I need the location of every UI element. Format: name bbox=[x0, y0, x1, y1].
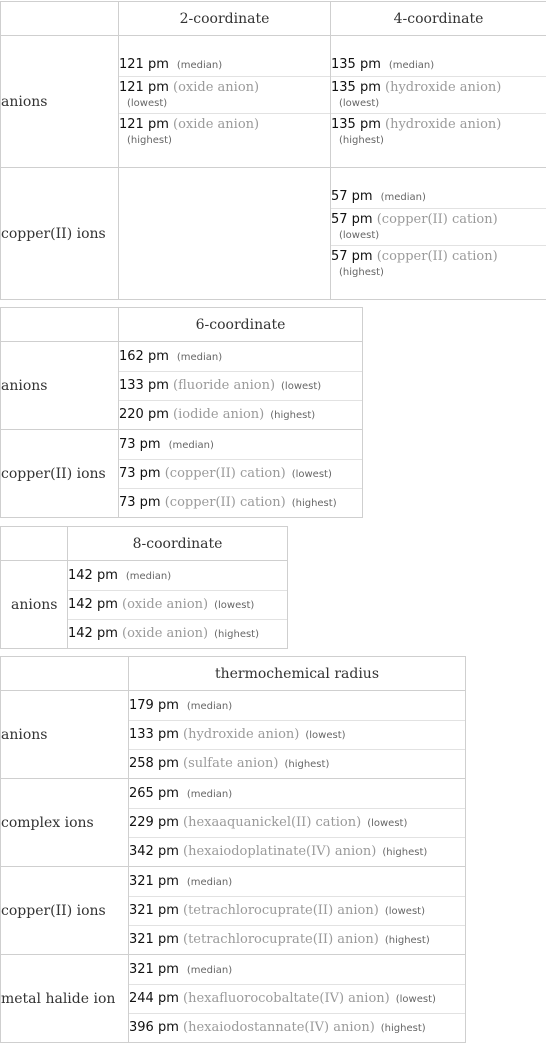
value-item bbox=[129, 1013, 465, 1042]
row-header: metal halide ion bbox=[1, 955, 129, 1043]
table-row bbox=[1, 342, 363, 430]
value-item bbox=[129, 956, 465, 984]
qualifier-text: (median) bbox=[168, 439, 214, 451]
value-item bbox=[129, 749, 465, 778]
column-header: 2-coordinate bbox=[119, 2, 331, 36]
qualifier-text: (lowest) bbox=[395, 993, 436, 1005]
corner-cell bbox=[1, 657, 129, 691]
value-text: 133 pm bbox=[119, 377, 169, 393]
source-text: (tetrachlorocuprate(II) anion) bbox=[183, 931, 379, 947]
header-row bbox=[1, 657, 466, 691]
qualifier-text: (highest) bbox=[380, 1022, 426, 1034]
qualifier-text: (lowest) bbox=[339, 229, 380, 241]
value-cell bbox=[331, 36, 546, 168]
qualifier-text: (median) bbox=[380, 191, 426, 203]
value-item bbox=[119, 431, 362, 459]
table-row bbox=[1, 36, 546, 168]
value-item bbox=[119, 113, 330, 150]
qualifier-text: (median) bbox=[186, 876, 233, 888]
value-text: 57 pm bbox=[331, 211, 373, 227]
qualifier-text: (highest) bbox=[214, 628, 259, 640]
value-item bbox=[331, 54, 546, 76]
value-text: 135 pm bbox=[331, 79, 381, 95]
table-row bbox=[1, 955, 466, 1043]
source-text: (hexaiodoplatinate(IV) anion) bbox=[183, 843, 377, 859]
value-text: 57 pm bbox=[331, 188, 373, 204]
value-text: 142 pm bbox=[68, 625, 118, 641]
row-header: anions bbox=[1, 342, 119, 430]
value-cell bbox=[129, 955, 466, 1043]
value-item bbox=[119, 54, 330, 76]
qualifier-text: (lowest) bbox=[281, 380, 322, 392]
value-text: 179 pm bbox=[129, 697, 179, 713]
value-item bbox=[129, 808, 465, 837]
value-item bbox=[331, 245, 546, 282]
value-item bbox=[119, 343, 362, 371]
value-text: 135 pm bbox=[331, 56, 381, 72]
source-text: (oxide anion) bbox=[122, 625, 209, 641]
source-text: (hydroxide anion) bbox=[183, 726, 300, 742]
value-item bbox=[119, 76, 330, 113]
value-text: 244 pm bbox=[129, 990, 179, 1006]
column-header: 6-coordinate bbox=[119, 308, 363, 342]
table-2-4-coordinate bbox=[0, 1, 546, 300]
value-item bbox=[68, 590, 287, 619]
qualifier-text: (highest) bbox=[270, 409, 316, 421]
qualifier-text: (lowest) bbox=[339, 97, 380, 109]
source-text: (copper(II) cation) bbox=[164, 465, 286, 481]
value-item bbox=[129, 720, 465, 749]
value-item bbox=[129, 837, 465, 866]
value-cell bbox=[68, 561, 288, 649]
source-text: (copper(II) cation) bbox=[376, 248, 498, 264]
qualifier-text: (highest) bbox=[384, 934, 430, 946]
qualifier-text: (median) bbox=[186, 700, 233, 712]
table-row bbox=[1, 691, 466, 779]
value-text: 321 pm bbox=[129, 873, 179, 889]
header-row bbox=[1, 527, 288, 561]
qualifier-text: (highest) bbox=[127, 134, 172, 146]
header-row bbox=[1, 2, 546, 36]
value-text: 57 pm bbox=[331, 248, 373, 264]
value-cell bbox=[129, 691, 466, 779]
qualifier-text: (median) bbox=[176, 59, 223, 71]
source-text: (copper(II) cation) bbox=[164, 494, 286, 510]
value-item bbox=[331, 113, 546, 150]
table-8-coordinate bbox=[0, 526, 288, 649]
value-cell bbox=[119, 342, 363, 430]
source-text: (tetrachlorocuprate(II) anion) bbox=[183, 902, 379, 918]
table-row bbox=[1, 168, 546, 300]
source-text: (hexafluorocobaltate(IV) anion) bbox=[183, 990, 390, 1006]
value-item bbox=[129, 896, 465, 925]
qualifier-text: (highest) bbox=[339, 134, 384, 146]
value-text: 73 pm bbox=[119, 465, 161, 481]
value-item bbox=[331, 76, 546, 113]
value-text: 121 pm bbox=[119, 56, 169, 72]
value-text: 121 pm bbox=[119, 116, 169, 132]
value-text: 162 pm bbox=[119, 348, 169, 364]
corner-cell bbox=[1, 2, 119, 36]
value-item bbox=[331, 186, 546, 208]
qualifier-text: (highest) bbox=[284, 758, 330, 770]
qualifier-text: (highest) bbox=[339, 266, 384, 278]
value-item bbox=[119, 488, 362, 517]
qualifier-text: (lowest) bbox=[367, 817, 408, 829]
qualifier-text: (highest) bbox=[291, 497, 337, 509]
column-header: thermochemical radius bbox=[129, 657, 466, 691]
source-text: (oxide anion) bbox=[122, 596, 209, 612]
value-item bbox=[119, 371, 362, 400]
column-header: 8-coordinate bbox=[68, 527, 288, 561]
source-text: (hydroxide anion) bbox=[385, 116, 502, 132]
row-header: copper(II) ions bbox=[1, 168, 119, 300]
value-text: 121 pm bbox=[119, 79, 169, 95]
corner-cell bbox=[1, 527, 68, 561]
source-text: (oxide anion) bbox=[173, 79, 260, 95]
row-header: anions bbox=[1, 561, 68, 649]
value-item bbox=[331, 208, 546, 245]
value-item bbox=[129, 692, 465, 720]
value-text: 321 pm bbox=[129, 902, 179, 918]
value-item bbox=[129, 780, 465, 808]
value-cell bbox=[129, 779, 466, 867]
value-text: 142 pm bbox=[68, 596, 118, 612]
qualifier-text: (median) bbox=[186, 788, 233, 800]
source-text: (oxide anion) bbox=[173, 116, 260, 132]
value-text: 220 pm bbox=[119, 406, 169, 422]
value-text: 321 pm bbox=[129, 931, 179, 947]
qualifier-text: (lowest) bbox=[127, 97, 168, 109]
table-thermochemical-radius bbox=[0, 656, 466, 1043]
value-cell bbox=[331, 168, 546, 300]
source-text: (sulfate anion) bbox=[183, 755, 279, 771]
row-header: complex ions bbox=[1, 779, 129, 867]
source-text: (hexaiodostannate(IV) anion) bbox=[183, 1019, 375, 1035]
qualifier-text: (highest) bbox=[382, 846, 428, 858]
empty-cell bbox=[119, 168, 331, 300]
value-item bbox=[129, 984, 465, 1013]
source-text: (iodide anion) bbox=[173, 406, 265, 422]
value-text: 342 pm bbox=[129, 843, 179, 859]
table-row bbox=[1, 561, 288, 649]
qualifier-text: (median) bbox=[125, 570, 172, 582]
qualifier-text: (median) bbox=[186, 964, 233, 976]
value-cell bbox=[129, 867, 466, 955]
value-text: 229 pm bbox=[129, 814, 179, 830]
qualifier-text: (median) bbox=[388, 59, 435, 71]
row-header: copper(II) ions bbox=[1, 867, 129, 955]
value-item bbox=[68, 562, 287, 590]
value-text: 135 pm bbox=[331, 116, 381, 132]
qualifier-text: (lowest) bbox=[384, 905, 425, 917]
source-text: (hydroxide anion) bbox=[385, 79, 502, 95]
value-cell bbox=[119, 430, 363, 518]
value-text: 265 pm bbox=[129, 785, 179, 801]
value-text: 142 pm bbox=[68, 567, 118, 583]
row-header: anions bbox=[1, 36, 119, 168]
value-cell bbox=[119, 36, 331, 168]
qualifier-text: (lowest) bbox=[291, 468, 332, 480]
value-item bbox=[68, 619, 287, 648]
value-text: 396 pm bbox=[129, 1019, 179, 1035]
source-text: (hexaaquanickel(II) cation) bbox=[183, 814, 362, 830]
corner-cell bbox=[1, 308, 119, 342]
row-header: anions bbox=[1, 691, 129, 779]
value-item bbox=[119, 400, 362, 429]
value-text: 258 pm bbox=[129, 755, 179, 771]
source-text: (fluoride anion) bbox=[173, 377, 276, 393]
row-header: copper(II) ions bbox=[1, 430, 119, 518]
qualifier-text: (lowest) bbox=[305, 729, 346, 741]
value-item bbox=[129, 868, 465, 896]
source-text: (copper(II) cation) bbox=[376, 211, 498, 227]
table-row bbox=[1, 779, 466, 867]
value-text: 133 pm bbox=[129, 726, 179, 742]
column-header: 4-coordinate bbox=[331, 2, 546, 36]
qualifier-text: (lowest) bbox=[214, 599, 255, 611]
value-text: 73 pm bbox=[119, 436, 161, 452]
value-item bbox=[129, 925, 465, 954]
qualifier-text: (median) bbox=[176, 351, 223, 363]
table-6-coordinate bbox=[0, 307, 363, 518]
table-row bbox=[1, 867, 466, 955]
table-row bbox=[1, 430, 363, 518]
value-item bbox=[119, 459, 362, 488]
header-row bbox=[1, 308, 363, 342]
value-text: 321 pm bbox=[129, 961, 179, 977]
value-text: 73 pm bbox=[119, 494, 161, 510]
